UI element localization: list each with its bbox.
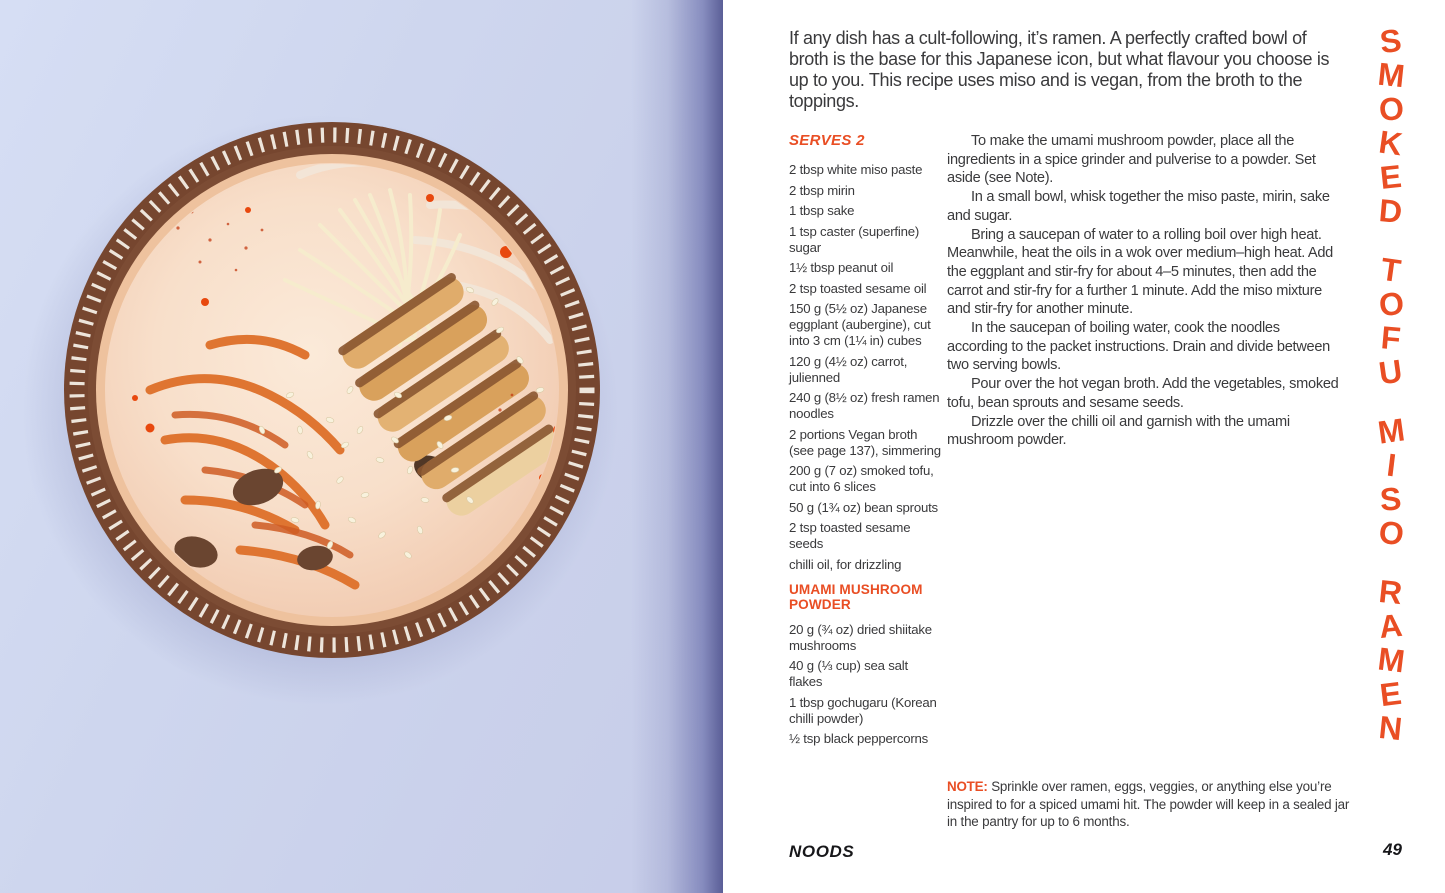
ingredient-item: 200 g (7 oz) smoked tofu, cut into 6 slices xyxy=(789,463,934,494)
vertical-title-word xyxy=(1375,572,1407,748)
ingredient-item: 2 portions Vegan broth (see page 137), simmering xyxy=(789,426,941,458)
powder-ingredients-list xyxy=(789,622,943,748)
vertical-title-letter: N xyxy=(1377,708,1405,748)
recipe-intro: If any dish has a cult-following, it’s ramen. A perfectly crafted bowl of broth is the base for this Japanese icon, but what flavour you choose is up to you. This recipe uses miso and is vegan, from the broth to the toppings. xyxy=(789,28,1330,111)
powder-ingredient-item: ½ tsp black peppercorns xyxy=(789,731,929,746)
vertical-title-letter: O xyxy=(1376,284,1406,324)
vertical-title-letter: U xyxy=(1377,352,1405,392)
vertical-title-letter: O xyxy=(1377,89,1405,129)
method-paragraph: In a small bowl, whisk together the miso paste, mirin, sake and sugar. xyxy=(947,189,1330,224)
recipe-page xyxy=(723,0,1445,893)
vertical-title-letter: F xyxy=(1379,319,1403,357)
umami-powder-heading: UMAMI MUSHROOM POWDER xyxy=(789,581,923,612)
ingredient-item: 240 g (8½ oz) fresh ramen noodles xyxy=(789,390,940,421)
method-paragraph: Bring a saucepan of water to a rolling boil over high heat. Meanwhile, heat the oils in a wok over medium–high heat. Add the eggplant and stir-fry for about 4–5 minutes, then add the carrot and stir-fry for a further 1 minute. Add the miso mixture and stir-fry for another minute. xyxy=(947,226,1334,318)
vertical-title-letter: R xyxy=(1377,572,1405,612)
ingredient-item: 50 g (1¾ oz) bean sprouts xyxy=(789,499,938,515)
vertical-title-letter: I xyxy=(1384,446,1398,484)
vertical-title-letter: T xyxy=(1378,250,1404,290)
method-column xyxy=(947,132,1339,450)
vertical-title-letter: E xyxy=(1378,674,1404,714)
powder-ingredient-item: 40 g (⅓ cup) sea salt flakes xyxy=(789,658,908,689)
vertical-title-letter: M xyxy=(1375,640,1407,680)
ingredient-item: 150 g (5½ oz) Japanese eggplant (aubergine), cut into 3 cm (1¼ in) cubes xyxy=(789,301,931,348)
ingredient-item: 1½ tbsp peanut oil xyxy=(789,260,894,275)
vertical-title-letter: K xyxy=(1377,123,1405,163)
serves-heading: SERVES 2 xyxy=(789,132,865,149)
ingredient-item: 1 tsp caster (superfine) sugar xyxy=(789,223,920,255)
ingredients-column xyxy=(789,132,943,752)
vertical-title-letter: M xyxy=(1375,55,1407,95)
ingredient-item: 2 tbsp mirin xyxy=(789,182,855,198)
vertical-recipe-title xyxy=(1369,21,1413,770)
vertical-title-word xyxy=(1375,411,1407,553)
ingredients-list xyxy=(789,162,943,573)
method-paragraph: In the saucepan of boiling water, cook the noodles according to the packet instructions. Drain and divide between two serving bowls. xyxy=(947,320,1330,374)
vertical-title-word xyxy=(1376,250,1406,392)
ingredient-item: 2 tsp toasted sesame seeds xyxy=(789,520,911,551)
method-paragraph: Drizzle over the chilli oil and garnish with the umami mushroom powder. xyxy=(947,413,1290,449)
ingredient-item: chilli oil, for drizzling xyxy=(789,556,902,572)
chapter-footer: NOODS xyxy=(789,842,855,861)
ingredient-item: 1 tbsp sake xyxy=(789,203,855,218)
vertical-title-letter: E xyxy=(1378,157,1404,197)
method-paragraph: To make the umami mushroom powder, place all the ingredients in a spice grinder and pulverise to a powder. Set aside (see Note). xyxy=(947,133,1316,187)
ingredient-item: 2 tbsp white miso paste xyxy=(789,162,923,177)
page-number: 49 xyxy=(1383,840,1402,859)
vertical-title-letter: S xyxy=(1379,480,1403,518)
ingredient-item: 2 tsp toasted sesame oil xyxy=(789,280,927,296)
note-label: NOTE: xyxy=(947,779,988,794)
powder-ingredient-item: 20 g (¾ oz) dried shiitake mushrooms xyxy=(789,621,932,653)
vertical-title-letter: A xyxy=(1377,606,1405,646)
note-text: Sprinkle over ramen, eggs, veggies, or anything else you’re inspired to for a spiced umami hit. The powder will keep in a sealed jar in the pantry for up to 6 months. xyxy=(947,779,1350,830)
vertical-title-letter: M xyxy=(1375,411,1407,451)
vertical-title-word xyxy=(1375,21,1407,230)
method-paragraph: Pour over the hot vegan broth. Add the vegetables, smoked tofu, bean sprouts and sesame seeds. xyxy=(947,376,1339,411)
ingredient-item: 120 g (4½ oz) carrot, julienned xyxy=(789,353,908,385)
vertical-title-letter: D xyxy=(1377,192,1405,230)
powder-ingredient-item: 1 tbsp gochugaru (Korean chilli powder) xyxy=(789,694,937,726)
note xyxy=(947,778,1351,831)
vertical-title-letter: S xyxy=(1378,21,1404,61)
vertical-title-letter: O xyxy=(1376,513,1406,553)
